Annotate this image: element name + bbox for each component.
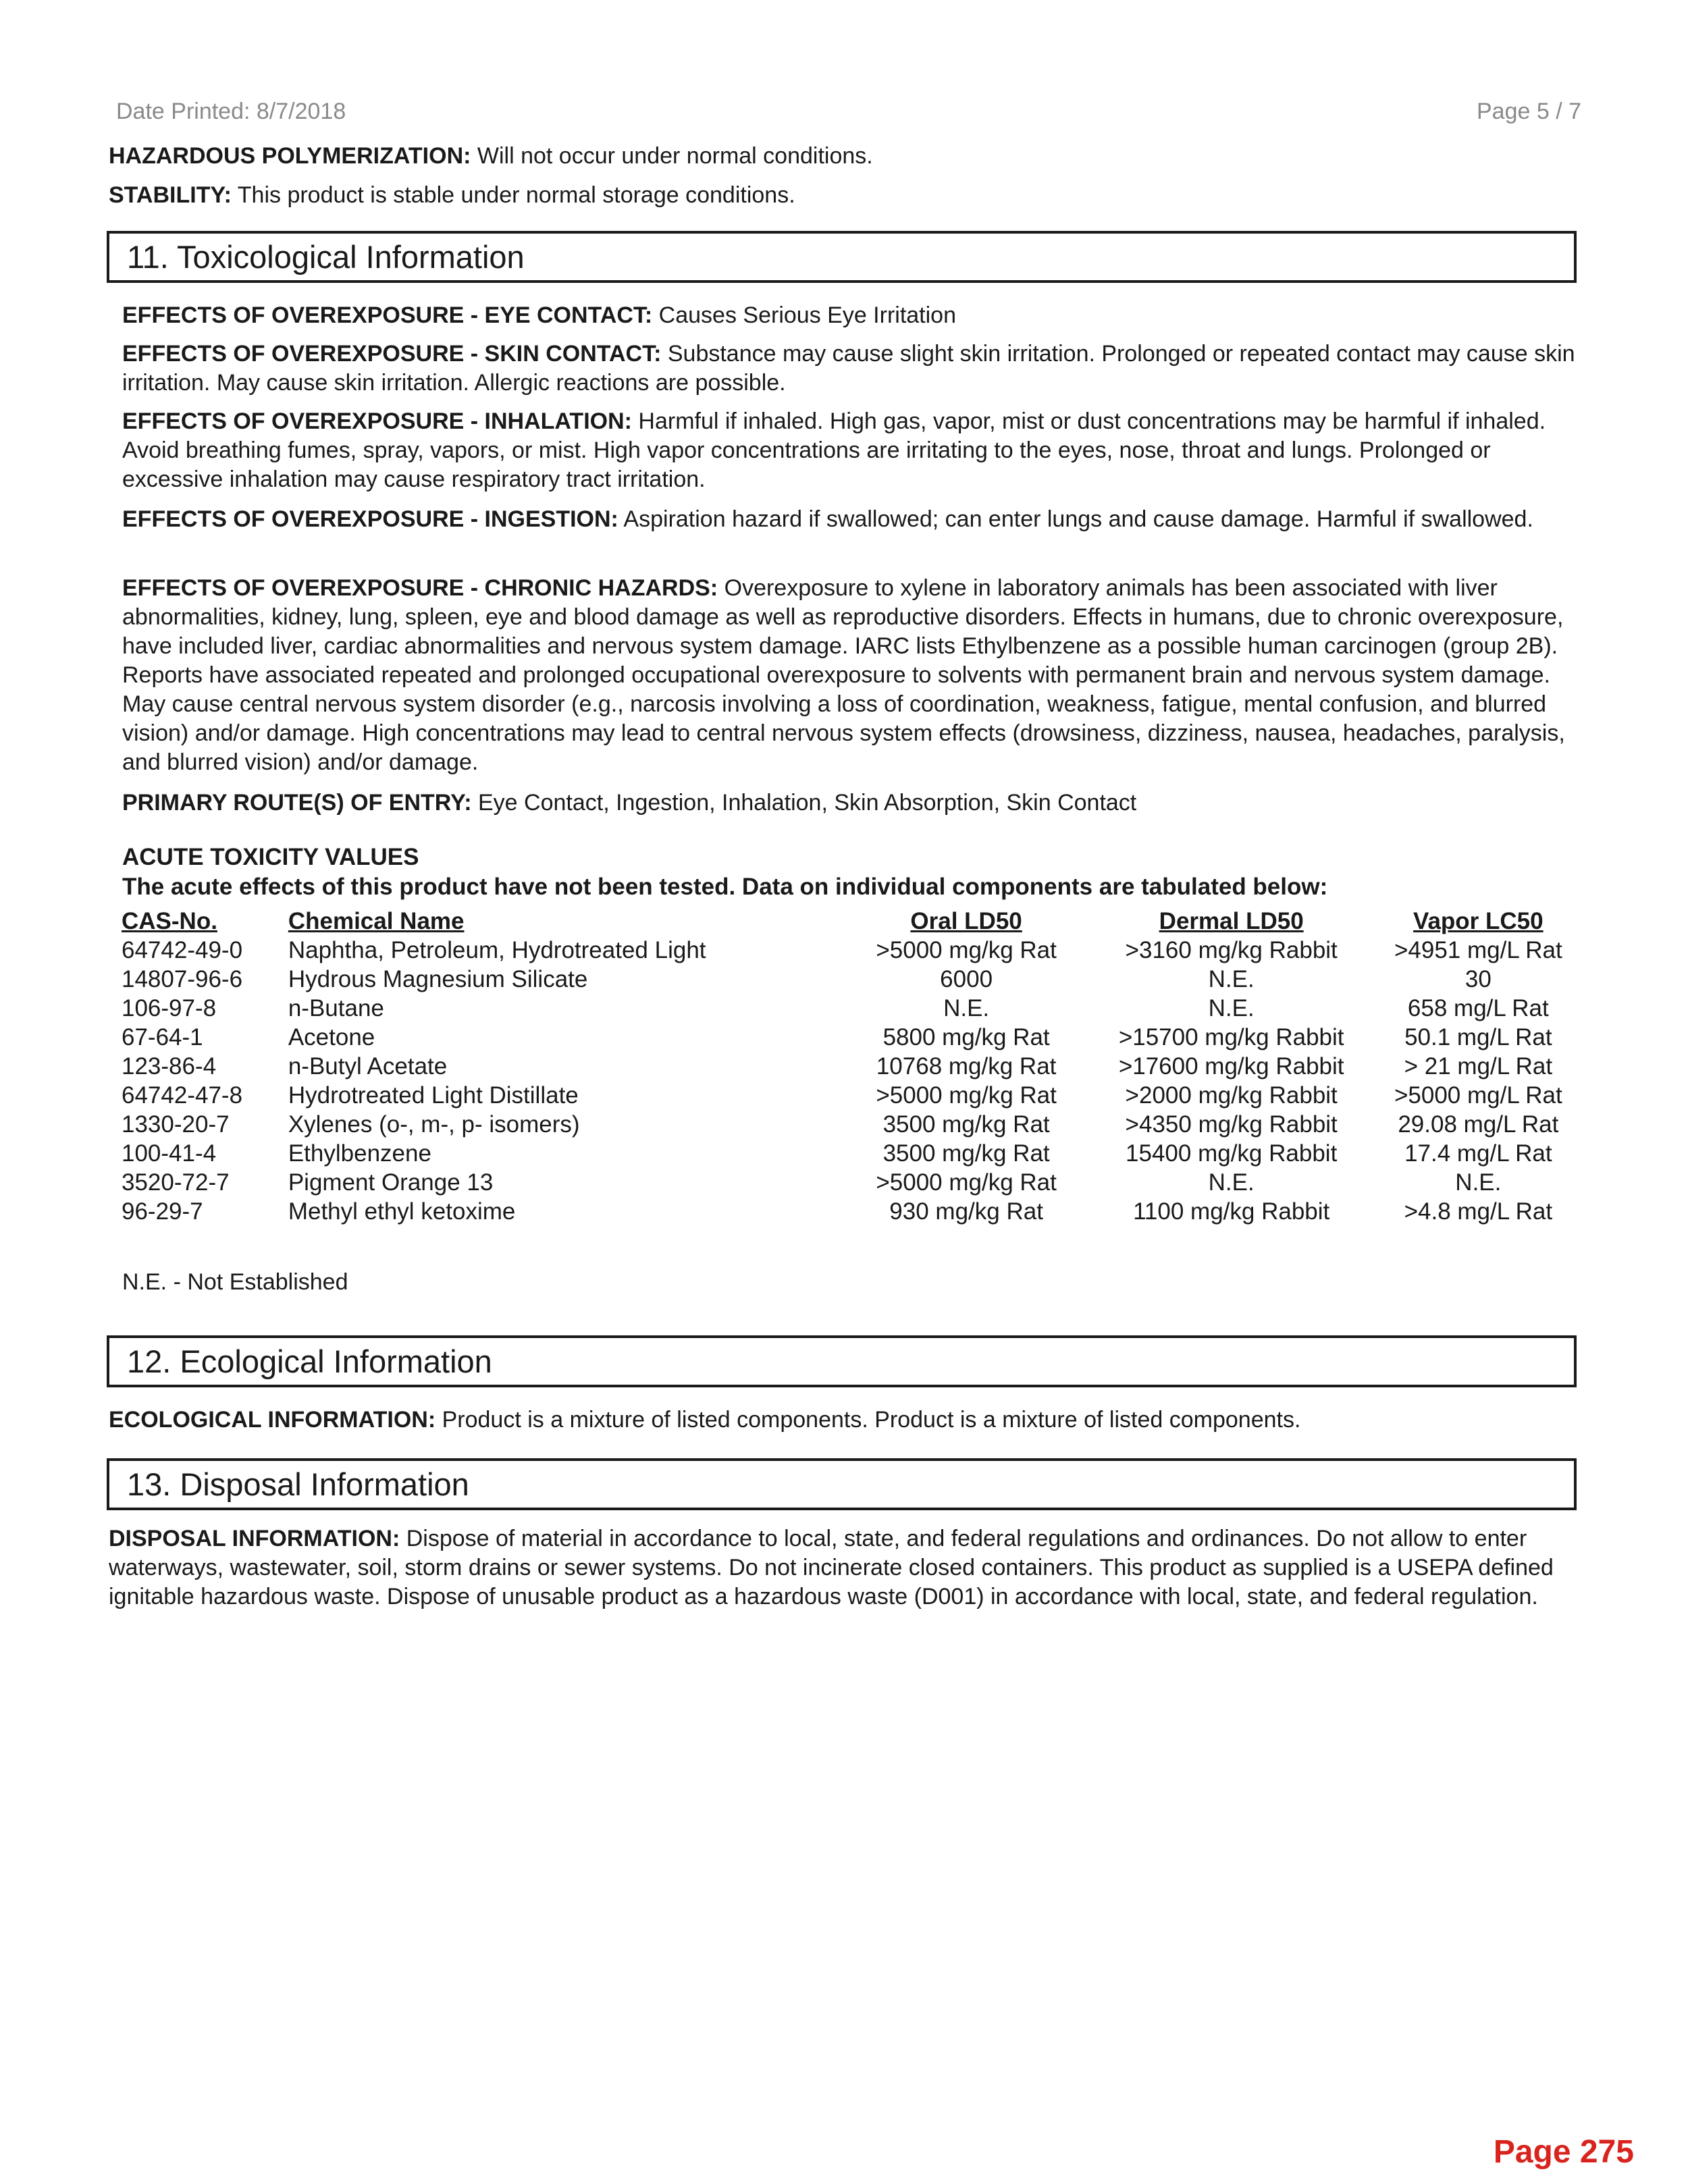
- chemical-name-cell: Hydrous Magnesium Silicate: [288, 966, 588, 992]
- inhalation-text: Harmful if inhaled. High gas, vapor, mist or dust concentrations may be harmful if inhaled. Avoid breathing fumes, spray, vapors, or mist. High vapor concentrations are irritating to the eyes, nose, throat and lungs. Prolonged or excessive inhalation may cause respiratory tract irritation.: [122, 408, 1546, 492]
- cas-no-cell: 3520-72-7: [122, 1169, 230, 1196]
- dermal-ld50-cell: 15400 mg/kg Rabbit: [1126, 1140, 1338, 1167]
- header-vapor-lc50: Vapor LC50: [1413, 908, 1544, 934]
- skin-contact-label: EFFECTS OF OVEREXPOSURE - SKIN CONTACT:: [122, 341, 662, 367]
- oral-ld50-cell: 3500 mg/kg Rat: [882, 1111, 1050, 1138]
- vapor-lc50-cell: 50.1 mg/L Rat: [1404, 1024, 1552, 1050]
- ecological-text: Product is a mixture of listed components. Product is a mixture of listed components.: [436, 1407, 1301, 1433]
- cas-no-cell: 14807-96-6: [122, 966, 243, 992]
- header-dermal-ld50: Dermal LD50: [1159, 908, 1304, 934]
- disposal-paragraph: [109, 1524, 1587, 1612]
- section-13-heading: 13. Disposal Information: [107, 1458, 1577, 1510]
- dermal-ld50-cell: >3160 mg/kg Rabbit: [1125, 937, 1338, 963]
- vapor-lc50-cell: > 21 mg/L Rat: [1404, 1053, 1553, 1080]
- oral-ld50-cell: 3500 mg/kg Rat: [882, 1140, 1050, 1167]
- inhalation-paragraph: [122, 407, 1587, 494]
- chemical-name-cell: Pigment Orange 13: [288, 1169, 494, 1196]
- table-row: [116, 1081, 1588, 1110]
- chemical-name-cell: Methyl ethyl ketoxime: [288, 1198, 516, 1225]
- dermal-ld50-cell: >4350 mg/kg Rabbit: [1125, 1111, 1338, 1138]
- chemical-name-cell: Ethylbenzene: [288, 1140, 431, 1167]
- table-row: [116, 936, 1588, 965]
- oral-ld50-cell: >5000 mg/kg Rat: [876, 1169, 1057, 1196]
- cas-no-cell: 64742-47-8: [122, 1082, 243, 1109]
- dermal-ld50-cell: >2000 mg/kg Rabbit: [1125, 1082, 1338, 1109]
- chronic-hazards-text: Overexposure to xylene in laboratory animals has been associated with liver abnormalities, kidney, lung, spleen, eye and blood damage as well as reproductive disorders. Effects in humans, due to chronic overexposure, have included liver, cardiac abnormalities and nervous system damage. IARC lists Ethylbenzene as a possible human carcinogen (group 2B). Reports have associated repeated and prolonged occupational overexposure to solvents with permanent brain and nervous system damage. May cause central nervous system disorder (e.g., narcosis involving a loss of coordination, weakness, fatigue, mental confusion, and blurred vision) and/or damage. High concentrations may lead to central nervous system effects (drowsiness, dizziness, nausea, headaches, paralysis, and blurred vision) and/or damage.: [122, 575, 1565, 775]
- route-of-entry-line: [122, 789, 1587, 818]
- cas-no-cell: 100-41-4: [122, 1140, 217, 1167]
- chemical-name-cell: n-Butyl Acetate: [288, 1053, 448, 1080]
- oral-ld50-cell: N.E.: [943, 995, 990, 1021]
- disposal-text: Dispose of material in accordance to local, state, and federal regulations and ordinances. Do not allow to enter waterways, wastewater, soil, storm drains or sewer systems. Do not incinerate closed containers. This product as supplied is a USEPA defined ignitable hazardous waste. Dispose of unusable product as a hazardous waste (D001) in accordance with local, state, and federal regulation.: [109, 1526, 1554, 1609]
- disposal-label: DISPOSAL INFORMATION:: [109, 1526, 400, 1551]
- dermal-ld50-cell: 1100 mg/kg Rabbit: [1133, 1198, 1330, 1225]
- chemical-name-cell: Naphtha, Petroleum, Hydrotreated Light: [288, 937, 706, 963]
- cas-no-cell: 1330-20-7: [122, 1111, 230, 1138]
- dermal-ld50-cell: N.E.: [1208, 966, 1255, 992]
- table-row: [116, 1197, 1588, 1226]
- ingestion-label: EFFECTS OF OVEREXPOSURE - INGESTION:: [122, 506, 618, 532]
- ingestion-paragraph: [122, 505, 1587, 534]
- table-header-row: [116, 907, 1588, 936]
- table-row: [116, 994, 1588, 1023]
- polymerization-label: HAZARDOUS POLYMERIZATION:: [109, 143, 471, 169]
- section-11-heading: 11. Toxicological Information: [107, 231, 1577, 283]
- header-oral-ld50: Oral LD50: [910, 908, 1022, 934]
- eye-contact-text: Causes Serious Eye Irritation: [652, 302, 956, 328]
- vapor-lc50-cell: 17.4 mg/L Rat: [1404, 1140, 1552, 1167]
- polymerization-line: [109, 142, 1581, 171]
- oral-ld50-cell: 6000: [940, 966, 993, 992]
- chemical-name-cell: Xylenes (o-, m-, p- isomers): [288, 1111, 580, 1138]
- table-row: [116, 1052, 1588, 1081]
- chemical-name-cell: Hydrotreated Light Distillate: [288, 1082, 579, 1109]
- ecological-label: ECOLOGICAL INFORMATION:: [109, 1407, 436, 1433]
- skin-contact-text: Substance may cause slight skin irritation. Prolonged or repeated contact may cause skin irritation. May cause skin irritation. Allergic reactions are possible.: [122, 341, 1575, 396]
- cas-no-cell: 123-86-4: [122, 1053, 217, 1080]
- stability-line: [109, 181, 1581, 210]
- table-row: [116, 1023, 1588, 1052]
- polymerization-text: Will not occur under normal conditions.: [471, 143, 873, 169]
- oral-ld50-cell: >5000 mg/kg Rat: [876, 1082, 1057, 1109]
- chronic-hazards-paragraph: [122, 574, 1587, 777]
- date-printed: Date Printed: 8/7/2018: [116, 99, 346, 124]
- vapor-lc50-cell: N.E.: [1455, 1169, 1502, 1196]
- table-row: [116, 965, 1588, 994]
- eye-contact-line: [122, 301, 1587, 330]
- cas-no-cell: 96-29-7: [122, 1198, 203, 1225]
- acute-toxicity-heading: ACUTE TOXICITY VALUES: [122, 844, 419, 870]
- chemical-name-cell: n-Butane: [288, 995, 384, 1021]
- vapor-lc50-cell: >4951 mg/L Rat: [1394, 937, 1562, 963]
- dermal-ld50-cell: N.E.: [1208, 995, 1255, 1021]
- cas-no-cell: 67-64-1: [122, 1024, 203, 1050]
- vapor-lc50-cell: 658 mg/L Rat: [1407, 995, 1549, 1021]
- dermal-ld50-cell: N.E.: [1208, 1169, 1255, 1196]
- ne-footnote: N.E. - Not Established: [122, 1269, 348, 1295]
- ingestion-text: Aspiration hazard if swallowed; can enter lungs and cause damage. Harmful if swallowed.: [618, 506, 1533, 532]
- oral-ld50-cell: >5000 mg/kg Rat: [876, 937, 1057, 963]
- eye-contact-label: EFFECTS OF OVEREXPOSURE - EYE CONTACT:: [122, 302, 653, 328]
- table-row: [116, 1168, 1588, 1197]
- route-of-entry-label: PRIMARY ROUTE(S) OF ENTRY:: [122, 790, 472, 816]
- ecological-line: [109, 1406, 1587, 1435]
- table-row: [116, 1139, 1588, 1168]
- chronic-hazards-label: EFFECTS OF OVEREXPOSURE - CHRONIC HAZARDS:: [122, 575, 718, 601]
- chemical-name-cell: Acetone: [288, 1024, 375, 1050]
- dermal-ld50-cell: >17600 mg/kg Rabbit: [1118, 1053, 1344, 1080]
- stability-label: STABILITY:: [109, 182, 232, 208]
- oral-ld50-cell: 930 mg/kg Rat: [889, 1198, 1043, 1225]
- stability-text: This product is stable under normal storage conditions.: [231, 182, 795, 208]
- vapor-lc50-cell: >5000 mg/L Rat: [1394, 1082, 1562, 1109]
- inhalation-label: EFFECTS OF OVEREXPOSURE - INHALATION:: [122, 408, 632, 434]
- skin-contact-paragraph: [122, 340, 1587, 398]
- acute-toxicity-subheading: The acute effects of this product have not been tested. Data on individual components are tabulated below:: [122, 874, 1328, 900]
- vapor-lc50-cell: 29.08 mg/L Rat: [1398, 1111, 1559, 1138]
- header-chemical-name: Chemical Name: [288, 908, 465, 934]
- oral-ld50-cell: 10768 mg/kg Rat: [876, 1053, 1057, 1080]
- vapor-lc50-cell: >4.8 mg/L Rat: [1404, 1198, 1553, 1225]
- page-counter: Page 5 / 7: [1476, 99, 1581, 124]
- oral-ld50-cell: 5800 mg/kg Rat: [882, 1024, 1050, 1050]
- vapor-lc50-cell: 30: [1465, 966, 1492, 992]
- acute-toxicity-table: [116, 907, 1588, 1226]
- table-row: [116, 1110, 1588, 1139]
- header-cas-no: CAS-No.: [122, 908, 217, 934]
- cas-no-cell: 64742-49-0: [122, 937, 243, 963]
- cas-no-cell: 106-97-8: [122, 995, 217, 1021]
- section-12-heading: 12. Ecological Information: [107, 1335, 1577, 1387]
- dermal-ld50-cell: >15700 mg/kg Rabbit: [1118, 1024, 1344, 1050]
- route-of-entry-text: Eye Contact, Ingestion, Inhalation, Skin Absorption, Skin Contact: [471, 790, 1137, 816]
- page-number-stamp: Page 275: [1493, 2134, 1634, 2170]
